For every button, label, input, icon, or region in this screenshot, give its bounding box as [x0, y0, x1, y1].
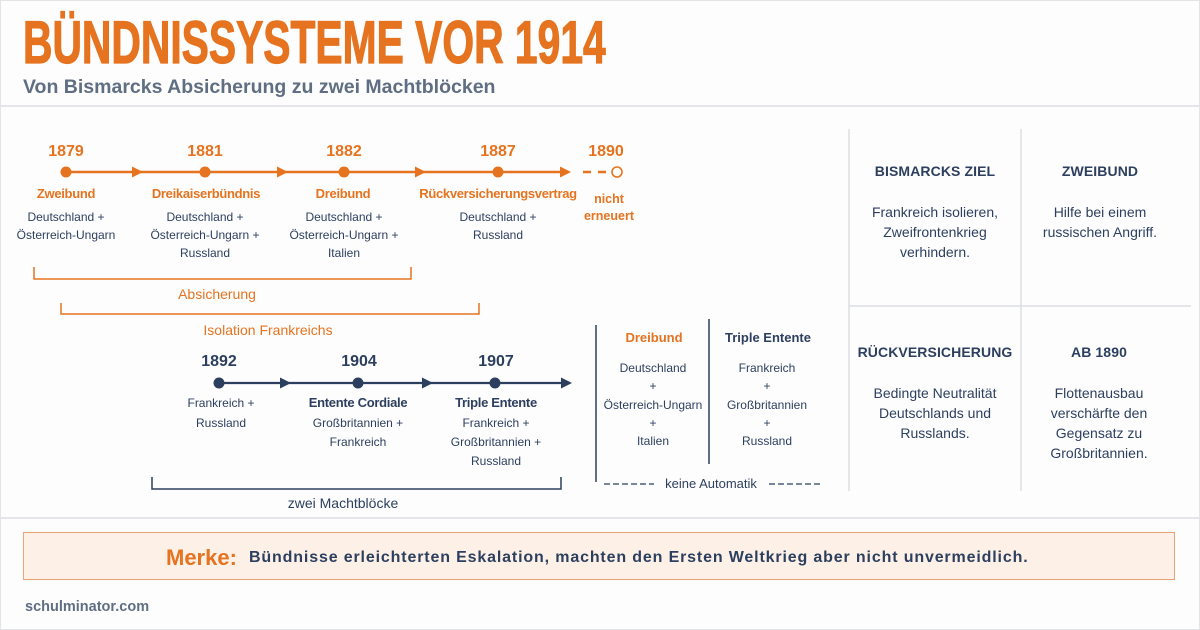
- info-line: Deutschlands und: [878, 405, 992, 421]
- alliance-name: Triple Entente: [455, 395, 537, 410]
- alliance-members: [289, 208, 398, 262]
- timeline-arrow: [422, 378, 433, 389]
- page-subtitle: Von Bismarcks Absicherung zu zwei Machtblöcken: [23, 76, 496, 98]
- info-line: Russlands.: [900, 425, 970, 441]
- merke-text: Bündnisse erleichterten Eskalation, machten den Ersten Weltkrieg aber nicht unvermeidlich.: [249, 549, 1029, 566]
- bracket-absicherung: [34, 267, 411, 279]
- bracket-label-absicherung: Absicherung: [178, 286, 256, 302]
- comparison-item: +: [649, 415, 657, 430]
- event-year: 1887: [480, 143, 516, 160]
- page-title: BÜNDNISSYSTEME VOR 1914: [23, 9, 606, 76]
- member-line: Großbritannien +: [312, 416, 404, 430]
- info-heading: AB 1890: [1071, 344, 1127, 360]
- comparison-item: Österreich-Ungarn: [603, 397, 703, 412]
- bracket-label-machtbloecke: zwei Machtblöcke: [287, 495, 399, 511]
- member-line: Frankreich +: [187, 396, 255, 410]
- alliance-members: [459, 208, 536, 244]
- info-line: Zweifrontenkrieg: [883, 224, 987, 240]
- info-heading: RÜCKVERSICHERUNG: [857, 344, 1013, 360]
- info-text: [1050, 383, 1147, 463]
- not-renewed-note: [584, 191, 634, 225]
- member-line: Österreich-Ungarn +: [289, 228, 399, 242]
- member-line: Russland: [179, 246, 231, 260]
- member-line: Österreich-Ungarn: [16, 228, 116, 242]
- info-text: [874, 383, 997, 443]
- timeline-arrow: [561, 378, 572, 389]
- info-line: Frankreich isolieren,: [871, 204, 999, 220]
- member-line: Deutschland +: [459, 210, 537, 224]
- comparison-item: +: [763, 379, 771, 394]
- event-year: 1892: [201, 353, 237, 370]
- merke-label: Merke:: [166, 545, 237, 570]
- bracket-isolation: [61, 303, 479, 314]
- member-line: Russland: [472, 228, 524, 242]
- info-heading: BISMARCKS ZIEL: [874, 163, 996, 179]
- info-text: [1043, 202, 1157, 242]
- member-line: Russland: [470, 454, 522, 468]
- timeline-dot-1882: [339, 167, 350, 178]
- info-line: Gegensatz zu: [1055, 425, 1143, 441]
- timeline-dot-1892: [214, 378, 225, 389]
- bracket-label-isolation: Isolation Frankreichs: [203, 322, 333, 338]
- alliance-name: Dreikaiserbündnis: [151, 186, 261, 201]
- member-line: Deutschland +: [305, 210, 383, 224]
- comparison-item: Deutschland: [619, 361, 687, 375]
- comparison-note: keine Automatik: [665, 476, 757, 491]
- timeline-arrow: [415, 167, 426, 178]
- comparison-list-triple-entente: [727, 359, 807, 450]
- member-line: Österreich-Ungarn +: [150, 228, 260, 242]
- info-line: Hilfe bei einem: [1053, 204, 1147, 220]
- alliance-name: Entente Cordiale: [308, 395, 408, 410]
- event-year: 1882: [326, 143, 362, 160]
- event-year: 1881: [187, 143, 223, 160]
- member-line: Deutschland +: [166, 210, 244, 224]
- event-year: 1890: [588, 143, 624, 160]
- info-line: verschärfte den: [1050, 405, 1148, 421]
- timeline-dot-1881: [200, 167, 211, 178]
- info-line: verhindern.: [899, 244, 971, 260]
- timeline-arrow: [560, 167, 571, 178]
- comparison-title-triple-entente: Triple Entente: [725, 330, 811, 345]
- info-line: russischen Angriff.: [1042, 224, 1158, 240]
- comparison-list-dreibund: [604, 359, 703, 450]
- timeline-hollow-dot-1890: [612, 167, 622, 177]
- timeline-arrow: [277, 167, 288, 178]
- timeline-arrow: [132, 167, 143, 178]
- timeline-dot-1907: [490, 378, 501, 389]
- info-line: Flottenausbau: [1054, 385, 1144, 401]
- note-line: erneuert: [583, 209, 635, 223]
- note-line: nicht: [594, 192, 624, 206]
- alliance-name: Dreibund: [315, 186, 371, 201]
- alliance-members: [187, 393, 254, 433]
- timeline-dot-1879: [61, 167, 72, 178]
- bracket-machtbloecke: [152, 477, 561, 489]
- comparison-item: Großbritannien: [726, 397, 808, 412]
- comparison-title-dreibund: Dreibund: [625, 330, 683, 345]
- info-line: Bedingte Neutralität: [873, 385, 997, 401]
- alliance-members: [17, 208, 116, 244]
- alliance-members: [451, 414, 541, 471]
- event-year: 1879: [48, 143, 84, 160]
- alliance-name: Zweibund: [36, 186, 96, 201]
- member-line: Russland: [195, 416, 247, 430]
- alliance-members: [313, 414, 403, 452]
- comparison-item: +: [763, 415, 771, 430]
- member-line: Frankreich +: [462, 416, 530, 430]
- info-heading: ZWEIBUND: [1061, 163, 1139, 179]
- member-line: Frankreich: [329, 435, 387, 449]
- timeline-arrow: [280, 378, 291, 389]
- comparison-item: Frankreich: [738, 361, 796, 375]
- info-text: [872, 202, 998, 262]
- timeline-dot-1904: [353, 378, 364, 389]
- timeline-dot-1887: [493, 167, 504, 178]
- member-line: Italien: [327, 246, 361, 260]
- member-line: Deutschland +: [27, 210, 105, 224]
- member-line: Großbritannien +: [450, 435, 542, 449]
- comparison-item: Italien: [636, 434, 670, 448]
- alliance-members: [150, 208, 259, 262]
- info-line: Großbritannien.: [1050, 445, 1148, 461]
- footer-site: schulminator.com: [25, 599, 150, 615]
- event-year: 1907: [478, 353, 514, 370]
- event-year: 1904: [341, 353, 377, 370]
- alliance-name: Rückversicherungsvertrag: [419, 186, 577, 201]
- comparison-item: +: [649, 379, 657, 394]
- comparison-item: Russland: [741, 434, 793, 448]
